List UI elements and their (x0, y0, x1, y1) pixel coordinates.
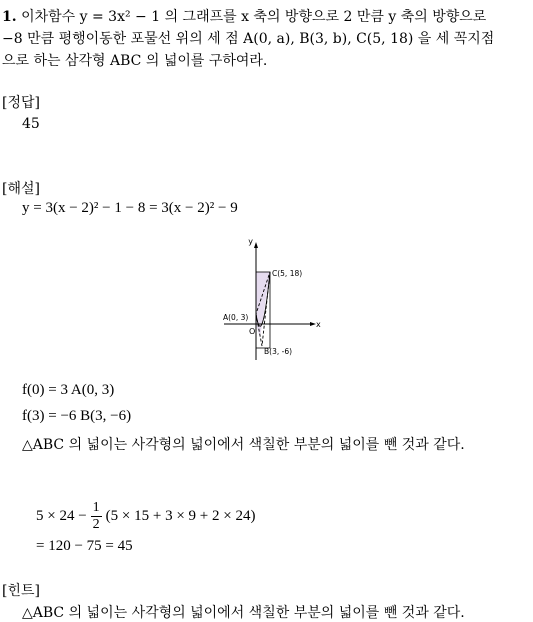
origin-label: O (249, 327, 256, 336)
point-b-label: B(3, -6) (264, 347, 293, 356)
point-a-label: A(0, 3) (223, 313, 249, 322)
calc-frac-den: 2 (92, 517, 100, 532)
hint-text: △ABC 의 넓이는 사각형의 넓이에서 색칠한 부분의 넓이를 뺀 것과 같다. (22, 605, 465, 621)
calc-prefix: 5 × 24 − (36, 508, 87, 524)
problem-line-1 (2, 6, 486, 26)
f3-line: f(3) = −6 B(3, −6) (22, 408, 132, 424)
problem-line-2: −8 만큼 평행이동한 포물선 위의 세 점 A(0, a), B(3, b), C(5, 18) 을 세 꼭지점 (2, 31, 495, 47)
calc-line-1 (36, 500, 255, 533)
answer-heading: [정답] (2, 95, 40, 111)
y-axis-label: y (248, 237, 253, 246)
shaded-region (256, 272, 270, 338)
solution-note: △ABC 의 넓이는 사각형의 넓이에서 색칠한 부분의 넓이를 뺀 것과 같다. (22, 437, 465, 453)
solution-heading: [해설] (2, 181, 40, 197)
problem-text-1: 이차함수 y = 3x² − 1 의 그래프를 x 축의 방향으로 2 만큼 y 축의 방향으로 (21, 9, 487, 25)
calc-frac-num: 1 (92, 500, 100, 515)
y-axis-arrow (254, 242, 258, 248)
answer-value: 45 (22, 116, 40, 132)
calc-fraction (91, 500, 102, 533)
hint-heading: [힌트] (2, 583, 40, 599)
parabola-graph (212, 234, 330, 366)
x-axis-label: x (316, 320, 321, 329)
problem-line-3: 으로 하는 삼각형 ABC 의 넓이를 구하여라. (2, 53, 268, 69)
point-c-label: C(5, 18) (272, 269, 303, 278)
calc-line-2: = 120 − 75 = 45 (36, 538, 133, 554)
problem-number: 1. (2, 9, 17, 25)
calc-suffix: (5 × 15 + 3 × 9 + 2 × 24) (105, 508, 256, 524)
f0-line: f(0) = 3 A(0, 3) (22, 382, 115, 398)
solution-equation: y = 3(x − 2)² − 1 − 8 = 3(x − 2)² − 9 (22, 200, 238, 216)
